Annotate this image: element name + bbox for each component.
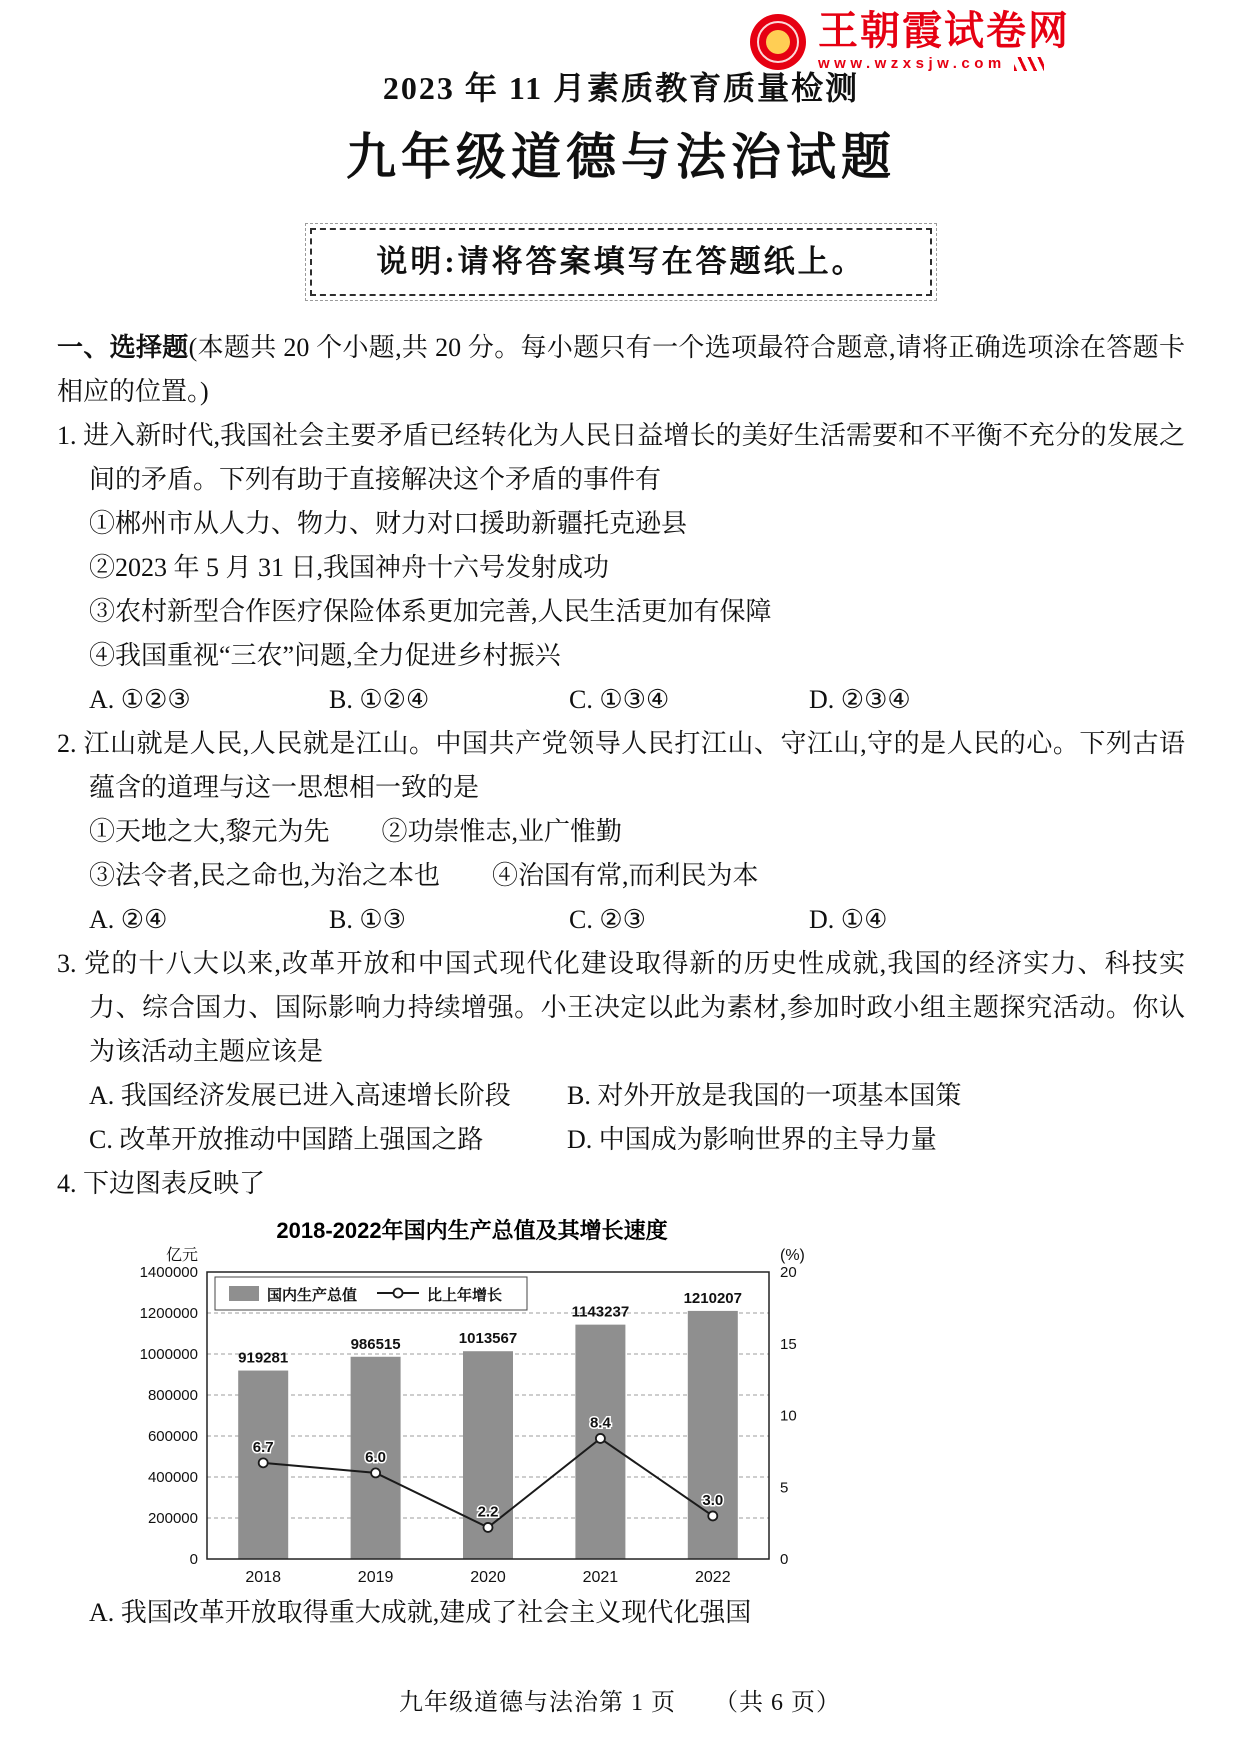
chart-title: 2018-2022年国内生产总值及其增长速度 [276, 1218, 668, 1244]
svg-text:2021: 2021 [582, 1569, 619, 1587]
svg-text:1143237: 1143237 [571, 1304, 630, 1322]
gdp-chart [107, 1216, 837, 1591]
question-1-option-a: A. ①②③ [89, 685, 191, 715]
svg-text:6.0: 6.0 [365, 1449, 387, 1467]
question-2-option-c: C. ②③ [569, 905, 646, 935]
section-label: 一、选择题 [57, 333, 189, 363]
question-1-item-4: ④我国重视“三农”问题,全力促进乡村振兴 [89, 641, 561, 671]
question-1-option-c: C. ①③④ [569, 685, 670, 715]
question-1-stem: 1. 进入新时代,我国社会主要矛盾已经转化为人民日益增长的美好生活需要和不平衡不充分的发展之间的矛盾。下列有助于直接解决这个矛盾的事件有 [57, 421, 1185, 495]
svg-text:1210207: 1210207 [683, 1290, 743, 1308]
question-2-item-row-2: ③法令者,民之命也,为治之本也 ④治国有常,而利民为本 [89, 861, 759, 891]
svg-text:亿元: 亿元 [165, 1247, 198, 1265]
question-4-option-a: A. 我国改革开放取得重大成就,建成了社会主义现代化强国 [89, 1598, 752, 1628]
question-3-stem: 3. 党的十八大以来,改革开放和中国式现代化建设取得新的历史性成就,我国的经济实力、科技实力、综合国力、国际影响力持续增强。小王决定以此为素材,参加时政小组主题探究活动。你认为该活动主题应该是 [57, 949, 1185, 1067]
gdp-chart-canvas [107, 1246, 837, 1591]
svg-text:2019: 2019 [357, 1569, 394, 1587]
section-description: (本题共 20 个小题,共 20 分。每小题只有一个选项最符合题意,请将正确选项涂在答题卡相应的位置。) [57, 333, 1185, 407]
brand-url-row [818, 55, 1070, 73]
notice-text: 说明:请将答案填写在答题纸上。 [376, 244, 866, 280]
svg-text:10: 10 [780, 1407, 797, 1425]
question-4 [57, 1162, 1185, 1635]
brand-url: www.wzxsjw.com [818, 55, 1006, 72]
exam-session-title: 2023 年 11 月素质教育质量检测 [382, 70, 860, 106]
svg-text:2.2: 2.2 [477, 1503, 499, 1521]
question-2-stem: 2. 江山就是人民,人民就是江山。中国共产党领导人民打江山、守江山,守的是人民的心。下列古语蕴含的道理与这一思想相一致的是 [57, 729, 1185, 803]
question-1-option-d: D. ②③④ [809, 685, 911, 715]
question-1-option-b: B. ①②④ [329, 685, 430, 715]
svg-text:919281: 919281 [238, 1349, 289, 1367]
exam-title: 九年级道德与法治试题 [346, 128, 896, 185]
brand-seal-icon [750, 14, 806, 70]
svg-text:986515: 986515 [350, 1336, 401, 1354]
svg-text:比上年增长: 比上年增长 [427, 1287, 503, 1305]
question-1-item-1: ①郴州市从人力、物力、财力对口援助新疆托克逊县 [89, 509, 688, 539]
page-footer: 九年级道德与法治第 1 页 （共 6 页） [399, 1690, 841, 1716]
svg-text:1013567: 1013567 [458, 1330, 518, 1348]
svg-text:2018: 2018 [245, 1569, 281, 1587]
question-2-option-b: B. ①③ [329, 905, 406, 935]
question-3 [57, 942, 1185, 1162]
svg-text:20: 20 [780, 1264, 797, 1282]
question-3-option-d: D. 中国成为影响世界的主导力量 [567, 1125, 937, 1155]
question-1-item-3: ③农村新型合作医疗保险体系更加完善,人民生活更加有保障 [89, 597, 772, 627]
question-2-options [57, 898, 1185, 942]
question-3-option-a: A. 我国经济发展已进入高速增长阶段 [89, 1081, 511, 1111]
svg-text:2020: 2020 [470, 1569, 506, 1587]
svg-text:2022: 2022 [695, 1569, 731, 1587]
notice-box-wrap [57, 228, 1185, 296]
brand-name: 王朝霞试卷网 [818, 9, 1070, 53]
question-2-option-a: A. ②④ [89, 905, 168, 935]
svg-text:5: 5 [780, 1479, 789, 1497]
svg-text:0: 0 [189, 1551, 198, 1569]
question-3-options [57, 1074, 1185, 1162]
question-3-option-b: B. 对外开放是我国的一项基本国策 [567, 1081, 962, 1111]
question-1-item-2: ②2023 年 5 月 31 日,我国神舟十六号发射成功 [89, 553, 610, 583]
svg-text:1000000: 1000000 [139, 1346, 198, 1364]
brand-logo [750, 10, 1070, 73]
svg-text:200000: 200000 [147, 1510, 198, 1528]
svg-text:8.4: 8.4 [589, 1414, 611, 1432]
logo-stroke-decoration-icon [1014, 57, 1044, 71]
svg-text:0: 0 [780, 1551, 789, 1569]
question-4-options [57, 1591, 1185, 1635]
svg-text:800000: 800000 [147, 1387, 198, 1405]
svg-text:6.7: 6.7 [252, 1439, 274, 1457]
notice-box [310, 228, 931, 296]
svg-text:(%): (%) [780, 1247, 805, 1265]
question-4-stem: 4. 下边图表反映了 [57, 1169, 266, 1199]
svg-text:3.0: 3.0 [702, 1492, 724, 1510]
brand-text-block [818, 10, 1070, 73]
svg-text:1400000: 1400000 [139, 1264, 198, 1282]
question-2-item-row-1: ①天地之大,黎元为先 ②功崇惟志,业广惟勤 [89, 817, 623, 847]
question-1-options [57, 678, 1185, 722]
svg-text:国内生产总值: 国内生产总值 [267, 1287, 358, 1305]
question-2-option-d: D. ①④ [809, 905, 888, 935]
question-3-option-c: C. 改革开放推动中国踏上强国之路 [89, 1125, 484, 1155]
question-2 [57, 722, 1185, 942]
question-1 [57, 414, 1185, 722]
svg-text:1200000: 1200000 [139, 1305, 198, 1323]
svg-text:15: 15 [780, 1336, 797, 1354]
svg-text:400000: 400000 [147, 1469, 198, 1487]
svg-text:600000: 600000 [147, 1428, 198, 1446]
section-heading [57, 326, 1185, 414]
